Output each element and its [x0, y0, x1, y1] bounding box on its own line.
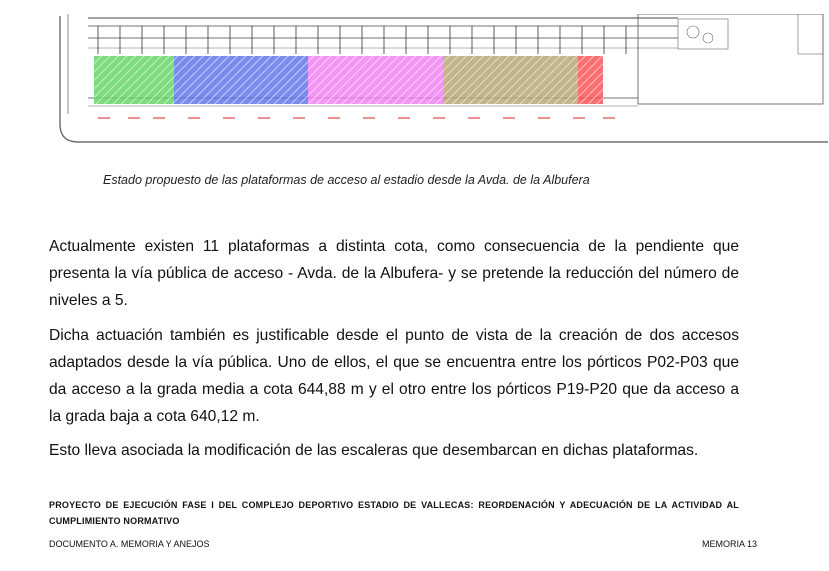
platform-zone-hatch: [443, 56, 578, 104]
footer-document-label: DOCUMENTO A. MEMORIA Y ANEJOS: [49, 539, 210, 549]
platform-plan-drawing: [58, 14, 828, 144]
paragraph-platforms: Actualmente existen 11 plataformas a distinta cota, como consecuencia de la pendiente que presenta la vía pública de acceso - Avda. de la Albufera- y se pretende la reducción del número de niveles a 5.: [49, 238, 739, 309]
figure-caption: Estado propuesto de las plataformas de acceso al estadio desde la Avda. de la Albufera: [103, 173, 590, 187]
platform-zone-hatch: [308, 56, 443, 104]
platform-zone-hatch: [174, 56, 308, 104]
platform-zone-hatch: [578, 56, 603, 104]
platform-zone-hatch: [94, 56, 174, 104]
footer-project-title: PROYECTO DE EJECUCIÓN FASE I DEL COMPLEJO DEPORTIVO ESTADIO DE VALLECAS: REORDENACIÓN Y ADECUACIÓN DE LA ACTIVIDAD AL CUMPLIMIENTO NORMATIVO: [49, 500, 739, 526]
footer-page-number: MEMORIA 13: [701, 539, 757, 549]
paragraph-stairs: Esto lleva asociada la modificación de las escaleras que desembarcan en dichas plataformas.: [49, 442, 699, 459]
paragraph-accesses: Dicha actuación también es justificable desde el punto de vista de la creación de dos accesos adaptados desde la vía pública. Uno de ellos, el que se encuentra entre los pórticos P02-P03 que da acceso a la grada media a cota 644,88 m y el otro entre los pórticos P19-P20 que da acceso a la grada baja a cota 640,12 m.: [49, 327, 739, 425]
